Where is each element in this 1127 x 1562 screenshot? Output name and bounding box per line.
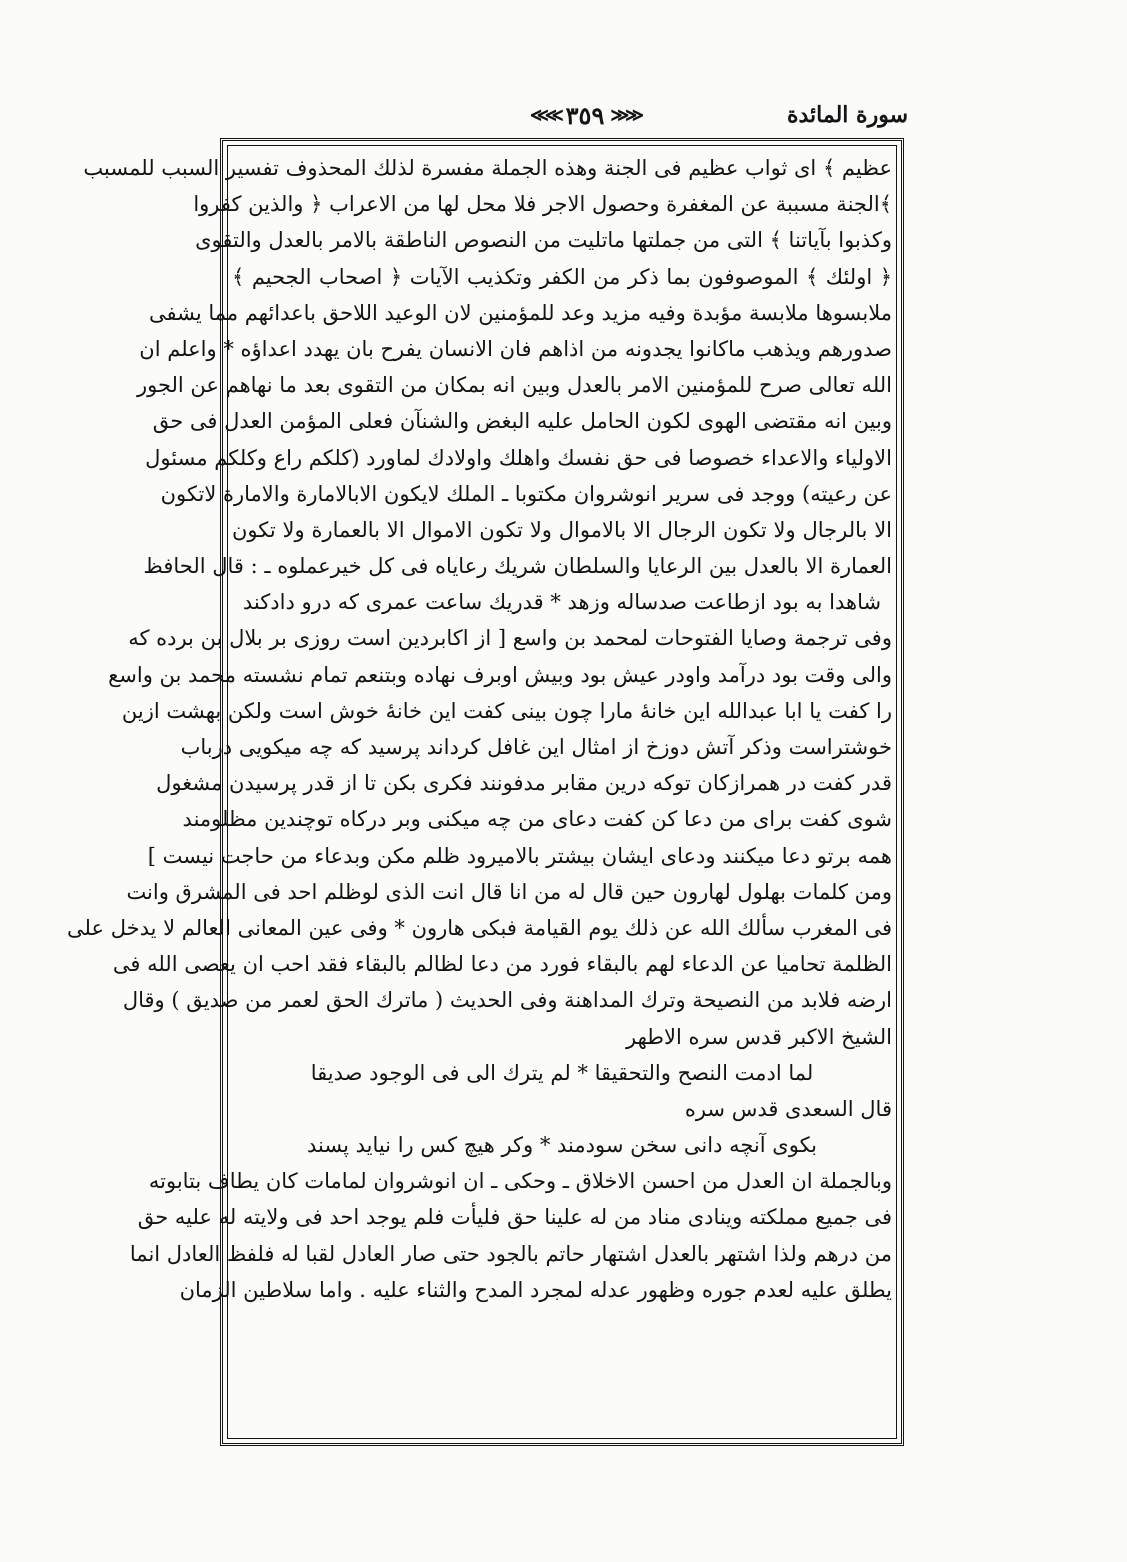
text-line: فى المغرب سألك الله عن ذلك يوم القيامة فبكى هارون * وفى عين المعانى العالم لا يدخل على [67, 915, 892, 940]
text-line: شوى كفت براى من دعا كن كفت دعاى من چه ميكنى وبر دركاه توچندين مظلومند [182, 807, 892, 832]
verse-line: شاهدا به بود ازطاعت صدساله وزهد * قدريك ساعت عمرى كه درو دادكند [242, 590, 882, 615]
text-line: من درهم ولذا اشتهر بالعدل اشتهار حاتم بالجود حتى صار العادل لقبا له فلفظ العادل انما [129, 1241, 892, 1266]
text-line: ومن كلمات بهلول لهارون حين قال له من انا قال انت الذى لوظلم احد فى المشرق وانت [126, 879, 892, 904]
text-line: وكذبوا بآياتنا ﴾ التى من جملتها ماتليت من النصوص الناطقة بالامر بالعدل والتقوى [195, 228, 892, 253]
text-line: العمارة الا بالعدل بين الرعايا والسلطان شريك رعاياه فى كل خيرعملوه ـ : قال الحافظ [143, 554, 892, 579]
text-line: صدورهم ويذهب ماكانوا يجدونه من اذاهم فان الانسان يفرح بان يهدد اعداؤه * واعلم ان [139, 336, 892, 361]
text-line: يطلق عليه لعدم جوره وظهور عدله لمجرد المدح والثناء عليه . واما سلاطين الزمان [179, 1277, 892, 1302]
verse-line: بكوى آنچه دانى سخن سودمند * وكر هيچ كس را نيايد پسند [306, 1133, 818, 1158]
text-line: الاولياء والاعداء خصوصا فى حق نفسك واهلك واولادك لماورد (كلكم راع وكلكم مسئول [145, 445, 892, 470]
text-line: ارضه فلابد من النصيحة وترك المداهنة وفى الحديث ( ماترك الحق لعمر من صديق ) وقال [122, 988, 892, 1013]
text-line: وفى ترجمة وصايا الفتوحات لمحمد بن واسع [ از اكابردين است روزى بر بلال بن برده كه [128, 626, 892, 651]
text-line: وبين انه مقتضى الهوى لكون الحامل عليه البغض والشنآن فعلى المؤمن العدل فى حق [152, 409, 892, 434]
text-line: الظلمة تحاميا عن الدعاء لهم بالبقاء فورد من دعا لظالم بالبقاء فقد احب ان يعصى الله فى [112, 952, 892, 977]
text-line: ﴿ اولئك ﴾ الموصوفون بما ذكر من الكفر وتكذيب الآيات ﴿ اصحاب الجحيم ﴾ [232, 264, 892, 289]
text-line: عظيم ﴾ اى ثواب عظيم فى الجنة وهذه الجملة مفسرة لذلك المحذوف تفسير السبب للمسبب [83, 156, 892, 180]
text-line: الشيخ الاكبر قدس سره الاطهر [626, 1024, 892, 1049]
text-line: عن رعيته) ووجد فى سرير انوشروان مكتوبا ـ الملك لايكون الابالامارة والامارة لاتكون [160, 481, 892, 506]
text-line: الا بالرجال ولا تكون الرجال الا بالاموال ولا تكون الاموال الا بالعمارة ولا تكون [232, 517, 892, 542]
text-line: قال السعدى قدس سره [684, 1096, 892, 1121]
surah-title: سورة المائدة [786, 102, 908, 128]
verse-line: لما ادمت النصح والتحقيقا * لم يترك الى فى الوجود صديقا [310, 1060, 814, 1085]
text-line: فى جميع مملكته وينادى مناد من له علينا حق فليأت فلم يوجد احد فى ولايته له عليه حق [137, 1205, 892, 1230]
text-line: را كفت يا ابا عبدالله اين خانهٔ مارا چون بينى كفت اين خانهٔ خوش است ولكن بهشت ازين [121, 698, 892, 723]
text-line: والى وقت بود درآمد واودر عيش بود وبيش اوبرف نهاده وبتنعم تمام نشسته محمد بن واسع [108, 662, 892, 687]
text-line: خوشتراست وذكر آتش دوزخ از امثال اين غافل كرداند پرسيد كه چه ميكويى درباب [180, 735, 892, 759]
text-line: همه برتو دعا ميكنند ودعاى ايشان بيشتر بالاميرود ظلم مكن وبدعاء من حاجت نيست ] [147, 843, 892, 868]
text-line: قدر كفت در همرازكان توكه درين مقابر مدفونند فكرى بكن تا از قدر پرسيدن مشغول [156, 771, 892, 796]
body-text [67, 150, 892, 1308]
page-header [220, 98, 908, 138]
text-line: الله تعالى صرح للمؤمنين الامر بالعدل وبين انه بمكان من التقوى بعد ما نهاهم عن الجور [136, 373, 892, 398]
text-line: ملابسوها ملابسة مؤبدة وفيه مزيد وعد للمؤمنين لان الوعيد اللاحق باعدائهم مما يشفى [148, 300, 892, 325]
page-number-block [520, 100, 650, 130]
text-line: ﴾الجنة مسببة عن المغفرة وحصول الاجر فلا محل لها من الاعراب ﴿ والذين كفروا [193, 192, 892, 217]
text-line: وبالجملة ان العدل من احسن الاخلاق ـ وحكى ـ ان انوشروان لمامات كان يطاف بتابوته [148, 1169, 892, 1194]
page-number: ٣٥٩ [565, 100, 605, 130]
ornament-left: ≪≪ [529, 104, 560, 126]
ornament-right: ≫≫ [610, 104, 641, 126]
